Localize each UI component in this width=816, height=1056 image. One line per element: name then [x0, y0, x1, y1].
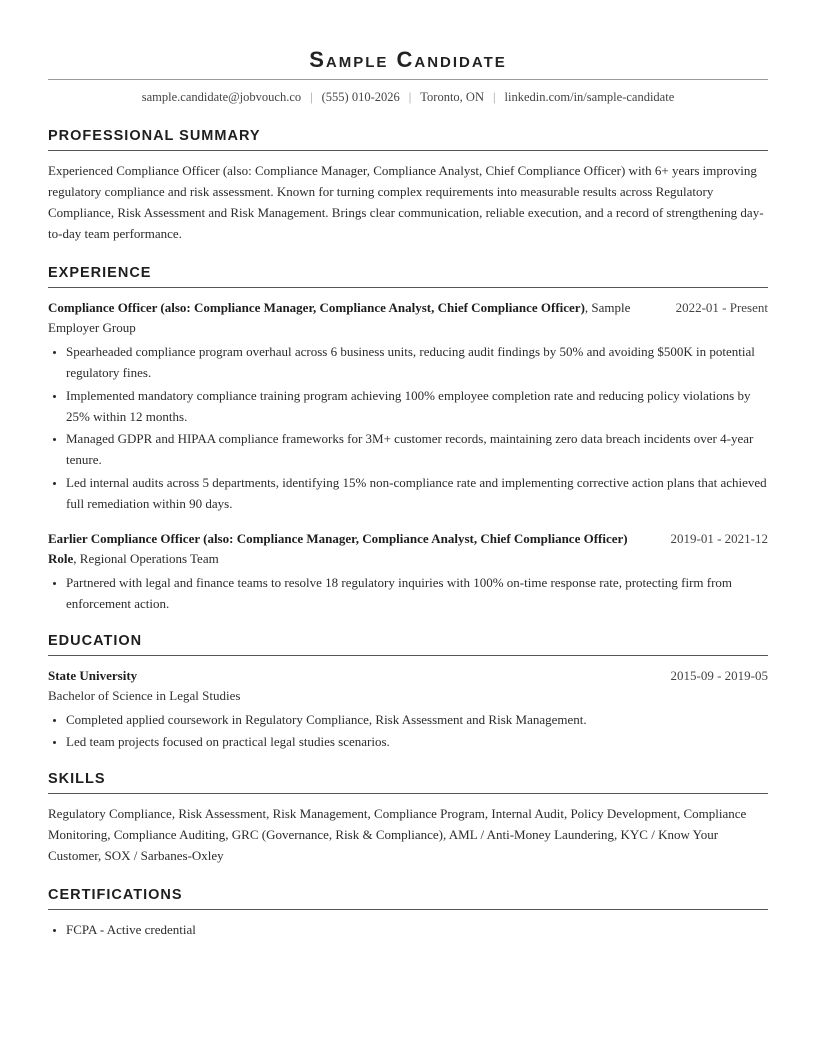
school-name: State University [48, 667, 138, 683]
bullet-item: • Managed GDPR and HIPAA compliance frameworks for 3M+ customer records, maintaining zero data breach incidents over 4-year tenure. [66, 428, 768, 470]
contact-phone: (555) 010-2026 [321, 90, 400, 104]
contact-separator: | [408, 90, 412, 104]
job-dates: 2019-01 - 2021-12 [670, 530, 768, 546]
section-title-summary: PROFESSIONAL SUMMARY [48, 127, 768, 151]
education-bullets [48, 709, 768, 753]
section-title-education: EDUCATION [48, 632, 768, 656]
summary-section [48, 127, 768, 244]
header-divider [48, 79, 768, 80]
resume-page [48, 0, 768, 942]
entry-header [48, 298, 768, 338]
bullet-item: • Spearheaded compliance program overhaul across 6 business units, reducing audit findings by 50% and avoiding $500K in potential regulatory fines. [66, 341, 768, 383]
job-title-line [48, 529, 648, 569]
section-title-certifications: CERTIFICATIONS [48, 886, 768, 910]
section-title-experience: EXPERIENCE [48, 264, 768, 288]
job-bullets [48, 341, 768, 514]
job-company: , Regional Operations Team [73, 550, 219, 566]
bullet-item: • Implemented mandatory compliance training program achieving 100% employee completion rate and reducing policy violations by 25% within 12 months. [66, 385, 768, 427]
job-role: Earlier Compliance Officer (also: Compliance Manager, Compliance Analyst, Chief Compliance Officer) Role [48, 530, 628, 566]
job-company: , Sample Employer Group [48, 300, 631, 335]
degree: Bachelor of Science in Legal Studies [48, 687, 241, 703]
skills-section [48, 770, 768, 866]
job-bullets [48, 572, 768, 614]
education-entry [48, 666, 768, 753]
section-title-skills: SKILLS [48, 770, 768, 794]
contact-linkedin[interactable]: linkedin.com/in/sample-candidate [504, 90, 675, 104]
bullet-item: • Led team projects focused on practical legal studies scenarios. [66, 731, 768, 752]
summary-text: Experienced Compliance Officer (also: Compliance Manager, Compliance Analyst, Chief Compliance Officer) with 6+ years improving regulatory compliance and risk assessment. Known for turning complex requirements into measurable results across Regulatory Compliance, Risk Assessment and Risk Management. Brings clear communication, reliable execution, and a record of strengthening day-to-day team performance. [48, 163, 764, 241]
certifications-section [48, 886, 768, 940]
experience-entry [48, 529, 768, 614]
bullet-item: • Partnered with legal and finance teams to resolve 18 regulatory inquiries with 100% on-time response rate, protecting firm from enforcement action. [66, 572, 768, 614]
experience-section [48, 264, 768, 614]
skills-text: Regulatory Compliance, Risk Assessment, Risk Management, Compliance Program, Internal Audit, Policy Development, Compliance Monitoring, Compliance Auditing, GRC (Governance, Risk & Compliance), AML / Anti-Money Laundering, KYC / Know Your Customer, SOX / Sarbanes-Oxley [48, 806, 747, 863]
job-dates: 2022-01 - Present [675, 300, 768, 315]
experience-entry [48, 298, 768, 514]
contact-location: Toronto, ON [420, 90, 484, 104]
education-section [48, 632, 768, 753]
certification-list [48, 919, 768, 940]
job-title-line [48, 298, 648, 338]
contact-separator: | [492, 90, 496, 104]
contact-email[interactable]: sample.candidate@jobvouch.co [141, 90, 302, 104]
contact-separator: | [310, 90, 313, 104]
bullet-item: • Led internal audits across 5 departments, identifying 15% non-compliance rate and implementing corrective action plans that achieved full remediation within 90 days. [66, 472, 768, 514]
certification-item: • FCPA - Active credential [66, 919, 768, 940]
candidate-name: Sample Candidate [309, 47, 507, 72]
job-role: Compliance Officer (also: Compliance Manager, Compliance Analyst, Chief Compliance Officer) [48, 300, 585, 315]
education-dates: 2015-09 - 2019-05 [670, 667, 768, 683]
school-name-line [48, 666, 137, 686]
contact-line [48, 89, 768, 105]
bullet-item: • Completed applied coursework in Regulatory Compliance, Risk Assessment and Risk Management. [66, 709, 768, 730]
entry-header [48, 529, 768, 569]
entry-header [48, 666, 768, 686]
